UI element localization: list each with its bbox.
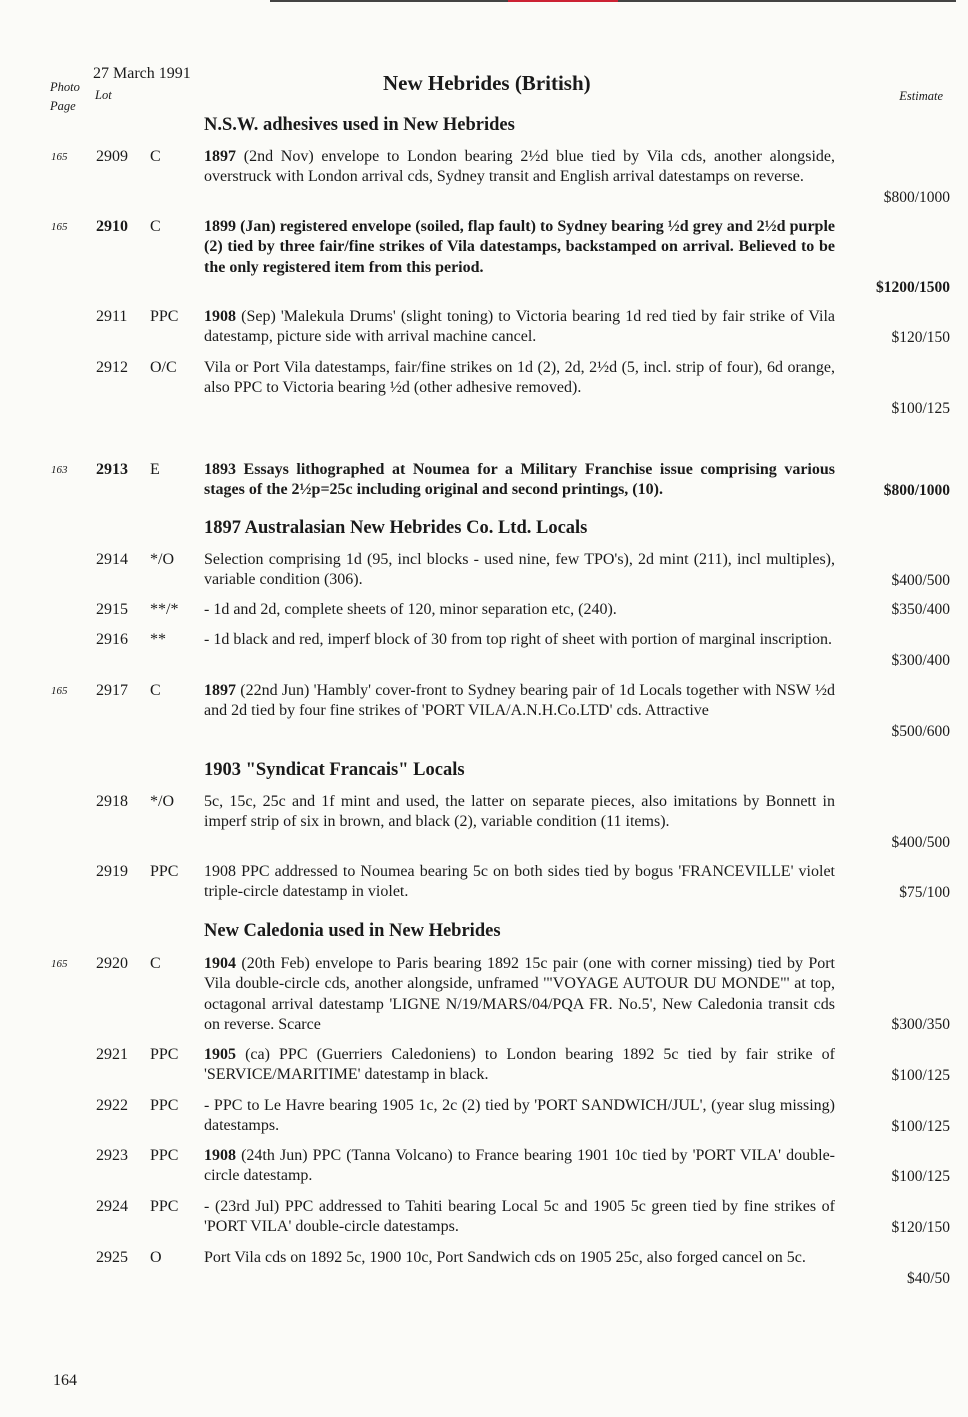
lot-condition: E <box>150 461 160 478</box>
lot-year: 1908 <box>204 1147 236 1164</box>
lot-text: - (23rd Jul) PPC addressed to Tahiti bearing Local 5c and 1905 5c green tied by fine strikes of 'PORT VILA' double-circle datestamps. <box>204 1198 835 1236</box>
lot-year: 1897 <box>204 148 236 165</box>
lot-number: 2919 <box>96 863 128 880</box>
lot-number: 2920 <box>96 955 128 972</box>
lot-number: 2914 <box>96 551 128 568</box>
lot-year: 1897 <box>204 682 236 699</box>
lot-description <box>204 792 835 833</box>
lot-year: 1908 <box>204 308 236 325</box>
lot-text: Selection comprising 1d (95, incl blocks - used nine, few TPO's), 2d mint (211), incl multiples), variable condition (306). <box>204 551 835 589</box>
lot-estimate: $1200/1500 <box>875 279 950 296</box>
lot-description <box>204 1045 835 1086</box>
lot-condition: PPC <box>150 1147 179 1164</box>
lot-number: 2916 <box>96 631 128 648</box>
lot-condition: PPC <box>150 1097 179 1114</box>
lot-description <box>204 1248 835 1268</box>
lot-condition: O/C <box>150 359 177 376</box>
lot-description <box>204 307 835 348</box>
lot-condition: C <box>150 955 161 972</box>
lot-text: (Sep) 'Malekula Drums' (slight toning) to Victoria bearing 1d red tied by fair strike of Vila datestamp, picture side with arrival machine cancel. <box>204 308 835 346</box>
lot-text: 1908 PPC addressed to Noumea bearing 5c on both sides tied by bogus 'FRANCEVILLE' violet triple-circle datestamp in violet. <box>204 863 835 901</box>
lot-condition: **/* <box>150 601 179 618</box>
lot-estimate: $100/125 <box>891 1067 950 1084</box>
lot-condition: PPC <box>150 1198 179 1215</box>
lot-estimate: $100/125 <box>891 1168 950 1185</box>
photo-page-ref: 163 <box>51 464 68 476</box>
lot-estimate: $120/150 <box>891 329 950 346</box>
lot-estimate: $500/600 <box>891 723 950 740</box>
lot-column-header: Lot <box>95 88 112 102</box>
photo-page-header <box>50 78 80 116</box>
lot-description <box>204 358 835 399</box>
lot-year: 1899 <box>204 218 236 235</box>
section-heading-nsw: N.S.W. adhesives used in New Hebrides <box>204 115 515 135</box>
lot-estimate: $300/400 <box>891 652 950 669</box>
lot-condition: ** <box>150 631 166 648</box>
lot-number: 2918 <box>96 793 128 810</box>
lot-description <box>204 460 835 501</box>
lot-estimate: $300/350 <box>891 1016 950 1033</box>
lot-estimate: $350/400 <box>891 601 950 618</box>
lot-number: 2925 <box>96 1249 128 1266</box>
lot-text: (22nd Jun) 'Hambly' cover-front to Sydney bearing pair of 1d Locals together with NSW ½d and 2d tied by four fine strikes of 'PORT VILA/A.N.H.Co.LTD' cds. Attractive <box>204 682 835 720</box>
lot-text: Vila or Port Vila datestamps, fair/fine strikes on 1d (2), 2d, 2½d (5, incl. strip of four), 6d orange, also PPC to Victoria bearing ½d (other adhesive removed). <box>204 359 835 397</box>
lot-condition: C <box>150 682 161 699</box>
lot-year: 1904 <box>204 955 236 972</box>
lot-estimate: $800/1000 <box>883 189 950 206</box>
photo-page-ref: 165 <box>51 685 68 697</box>
lot-text: (24th Jun) PPC (Tanna Volcano) to France bearing 1901 10c tied by 'PORT VILA' double-circle datestamp. <box>204 1147 835 1185</box>
lot-text: 5c, 15c, 25c and 1f mint and used, the latter on separate pieces, also imitations by Bonnett in imperf strip of six in brown, and black (2), variable condition (11 items). <box>204 793 835 831</box>
photo-page-ref: 165 <box>51 221 68 233</box>
lot-year: 1893 <box>204 461 236 478</box>
lot-condition: */O <box>150 793 174 810</box>
lot-condition: PPC <box>150 308 179 325</box>
lot-description <box>204 217 835 278</box>
lot-number: 2912 <box>96 359 128 376</box>
lot-estimate: $75/100 <box>899 884 950 901</box>
lot-number: 2910 <box>96 218 128 235</box>
lot-condition: O <box>150 1249 162 1266</box>
lot-description <box>204 681 835 722</box>
section-heading-syndicat-locals: 1903 "Syndicat Francais" Locals <box>204 760 465 780</box>
lot-estimate: $100/125 <box>891 400 950 417</box>
lot-number: 2915 <box>96 601 128 618</box>
lot-estimate: $400/500 <box>891 572 950 589</box>
lot-number: 2917 <box>96 682 128 699</box>
lot-estimate: $800/1000 <box>883 482 950 499</box>
lot-description <box>204 1197 835 1238</box>
lot-number: 2922 <box>96 1097 128 1114</box>
lot-number: 2913 <box>96 461 128 478</box>
lot-condition: C <box>150 218 161 235</box>
lot-condition: C <box>150 148 161 165</box>
lot-estimate: $400/500 <box>891 834 950 851</box>
page-title: New Hebrides (British) <box>383 71 591 95</box>
top-rule-accent <box>508 0 618 2</box>
lot-text: (ca) PPC (Guerriers Caledoniens) to London bearing 1892 5c tied by fair strike of 'SERVICE/MARITIME' datestamp in black. <box>204 1046 835 1084</box>
lot-number: 2911 <box>96 308 128 325</box>
lot-description <box>204 954 835 1035</box>
lot-text: Port Vila cds on 1892 5c, 1900 10c, Port Sandwich cds on 1905 25c, also forged cancel on 5c. <box>204 1249 806 1266</box>
lot-estimate: $40/50 <box>906 1270 950 1287</box>
photo-page-ref: 165 <box>51 958 68 970</box>
lot-estimate: $100/125 <box>891 1118 950 1135</box>
lot-condition: */O <box>150 551 174 568</box>
lot-estimate: $120/150 <box>891 1219 950 1236</box>
page-label: Page <box>50 99 76 113</box>
lot-text: (20th Feb) envelope to Paris bearing 1892 15c pair (one with corner missing) tied by Port Vila double-circle cds, another alongside, unframed '"VOYAGE AUTOUR DU MONDE"' at top, octagonal arrival datestamp 'LIGNE N/19/MARS/04/PQA FR. No.5', New Caledonia transit cds on reverse. Scarce <box>204 955 835 1033</box>
lot-number: 2923 <box>96 1147 128 1164</box>
lot-text: (2nd Nov) envelope to London bearing 2½d blue tied by Vila cds, another alongside, overstruck with London arrival cds, Sydney transit and English arrival datestamps on reverse. <box>204 148 835 186</box>
section-heading-new-caledonia: New Caledonia used in New Hebrides <box>204 921 501 941</box>
lot-number: 2909 <box>96 148 128 165</box>
lot-number: 2924 <box>96 1198 128 1215</box>
lot-text: - PPC to Le Havre bearing 1905 1c, 2c (2) tied by 'PORT SANDWICH/JUL', (year slug missing) datestamps. <box>204 1097 835 1135</box>
lot-number: 2921 <box>96 1046 128 1063</box>
photo-label: Photo <box>50 80 80 94</box>
photo-page-ref: 165 <box>51 151 68 163</box>
page-number: 164 <box>53 1372 77 1389</box>
lot-description <box>204 862 835 903</box>
estimate-column-header: Estimate <box>899 89 943 103</box>
lot-year: 1905 <box>204 1046 236 1063</box>
lot-description <box>204 147 835 188</box>
lot-description <box>204 1096 835 1137</box>
lot-text: Essays lithographed at Noumea for a Military Franchise issue comprising various stages of the 2½p=25c including original and second printings, (10). <box>204 461 835 499</box>
section-heading-anh-locals: 1897 Australasian New Hebrides Co. Ltd. Locals <box>204 518 588 538</box>
lot-text: - 1d and 2d, complete sheets of 120, minor separation etc, (240). <box>204 601 617 618</box>
sale-date: 27 March 1991 <box>93 65 191 82</box>
lot-description <box>204 1146 835 1187</box>
lot-description <box>204 630 835 650</box>
lot-description <box>204 600 835 620</box>
lot-description <box>204 550 835 591</box>
lot-condition: PPC <box>150 863 179 880</box>
lot-text: - 1d black and red, imperf block of 30 from top right of sheet with portion of marginal inscription. <box>204 631 833 648</box>
lot-text: (Jan) registered envelope (soiled, flap fault) to Sydney bearing ½d grey and 2½d purple (2) tied by three fair/fine strikes of Vila datestamps, backstamped on arrival. Believed to be the only registered item from this period. <box>204 218 835 276</box>
lot-condition: PPC <box>150 1046 179 1063</box>
